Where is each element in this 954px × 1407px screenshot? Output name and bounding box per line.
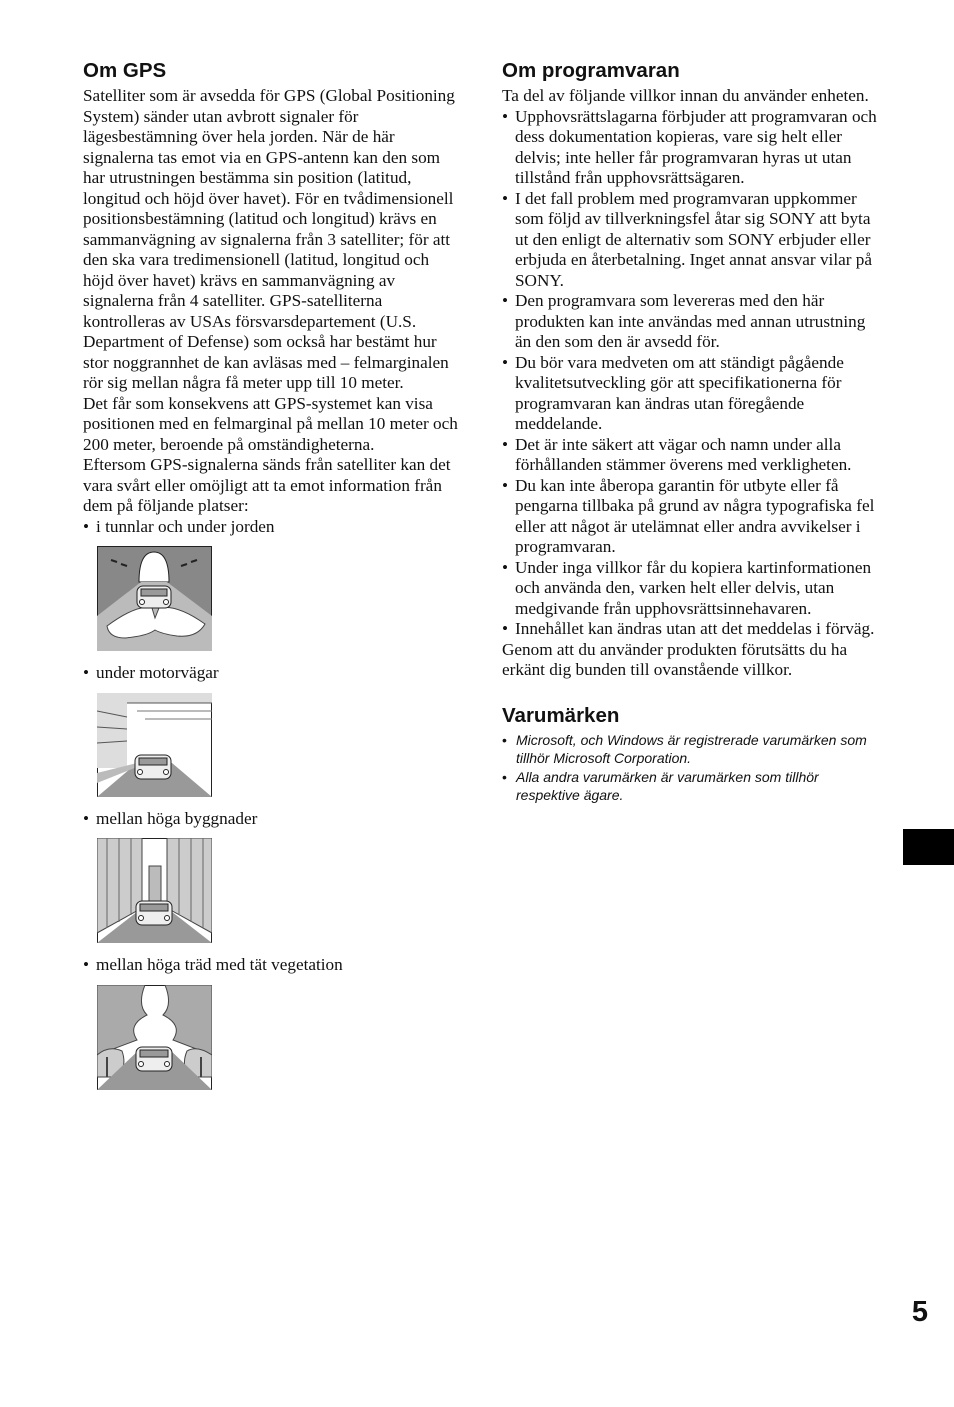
software-section [502,58,884,805]
section-tab-marker [903,829,954,865]
software-outro: Genom att du använder produkten förutsätts du ha erkänt dig bunden till ovanstående villkor. [502,639,848,679]
buildings-illustration-icon [97,838,463,943]
gps-section [83,58,463,1102]
term-item: • Upphovsrättslagarna förbjuder att programvaran och dess dokumentation kopieras, vare sig helt eller delvis; inte heller får programvaran hyras ut utan tillstånd från upphovsrättsägaren. [502,107,884,189]
term-item: • Det är inte säkert att vägar och namn under alla förhållanden stämmer överens med verkligheten. [502,435,884,476]
overpass-illustration-icon [97,693,463,797]
software-heading: Om programvaran [502,59,680,82]
trademark-item: • Alla andra varumärken är varumärken som tillhör respektive ägare. [502,768,884,805]
term-item: • Du bör vara medveten om att ständigt pågående kvalitetsutveckling gör att specifikationerna för programvaran kan ändras utan föregående meddelande. [502,353,884,435]
software-intro: Ta del av följande villkor innan du använder enheten. [502,86,869,105]
trademarks-heading: Varumärken [502,703,620,727]
page-number: 5 [911,1296,929,1328]
term-item: • Innehållet kan ändras utan att det meddelas i förväg. [502,619,884,640]
term-item: • Under inga villkor får du kopiera kartinformationen och använda den, varken helt eller delvis, utan medgivande från upphovsrättsinnehavaren. [502,558,884,620]
place-item-trees: • mellan höga träd med tät vegetation [83,955,463,976]
gps-heading: Om GPS [83,59,167,82]
gps-paragraph-1: Satelliter som är avsedda för GPS (Global Positioning System) sänder utan avbrott signaler för lägesbestämning över hela jorden. När de här signalerna tas emot via en GPS-antenn kan den som har utrustningen bestämma sin position (latitud, longitud och höjd över havet). För en tvådimensionell positionsbestämning (latitud och longitud) krävs en sammanvägning av signalerna från 3 satelliter; för att den ska vara tredimensionell (latitud, longitud och höjd över havet) krävs en sammanvägning av signalerna från 4 satelliter. GPS-satelliterna kontrolleras av USAs försvarsdepartement (U.S. Department of Defense) som också har bestämt hur stor noggrannhet de kan avläsas med – felmarginalen rör sig mellan några få meter upp till 10 meter. [83,86,455,392]
term-item: • Du kan inte åberopa garantin för utbyte eller få pengarna tillbaka på grund av några typografiska fel eller att något är utelämnat eller andra avvikelser i programvaran. [502,476,884,558]
tunnel-illustration-icon [97,546,463,651]
gps-paragraph-3: Eftersom GPS-signalerna sänds från satelliter kan det vara svårt eller omöjligt att ta emot information från dem på följande platser: [83,455,451,515]
software-terms-list [502,107,884,640]
place-item-tunnel: • i tunnlar och under jorden [83,517,463,538]
places-list [83,517,463,538]
place-item-buildings: • mellan höga byggnader [83,809,463,830]
term-item: • Den programvara som levereras med den här produkten kan inte användas med annan utrustning än den som den är avsedd för. [502,291,884,353]
trees-illustration-icon [97,985,463,1090]
place-item-overpass: • under motorvägar [83,663,463,684]
trademarks-list [502,731,884,805]
gps-paragraph-2: Det får som konsekvens att GPS-systemet kan visa positionen med en felmarginal på mellan 10 meter och 200 meter, beroende på omständigheterna. [83,393,458,454]
trademark-item: • Microsoft, och Windows är registrerade varumärken som tillhör Microsoft Corporation. [502,731,884,768]
term-item: • I det fall problem med programvaran uppkommer som följd av tillverkningsfel åtar sig SONY att byta ut den enligt de alternativ som SONY erbjuder eller erbjuda en återbetalning. Inget annat ansvar vilar på SONY. [502,189,884,292]
